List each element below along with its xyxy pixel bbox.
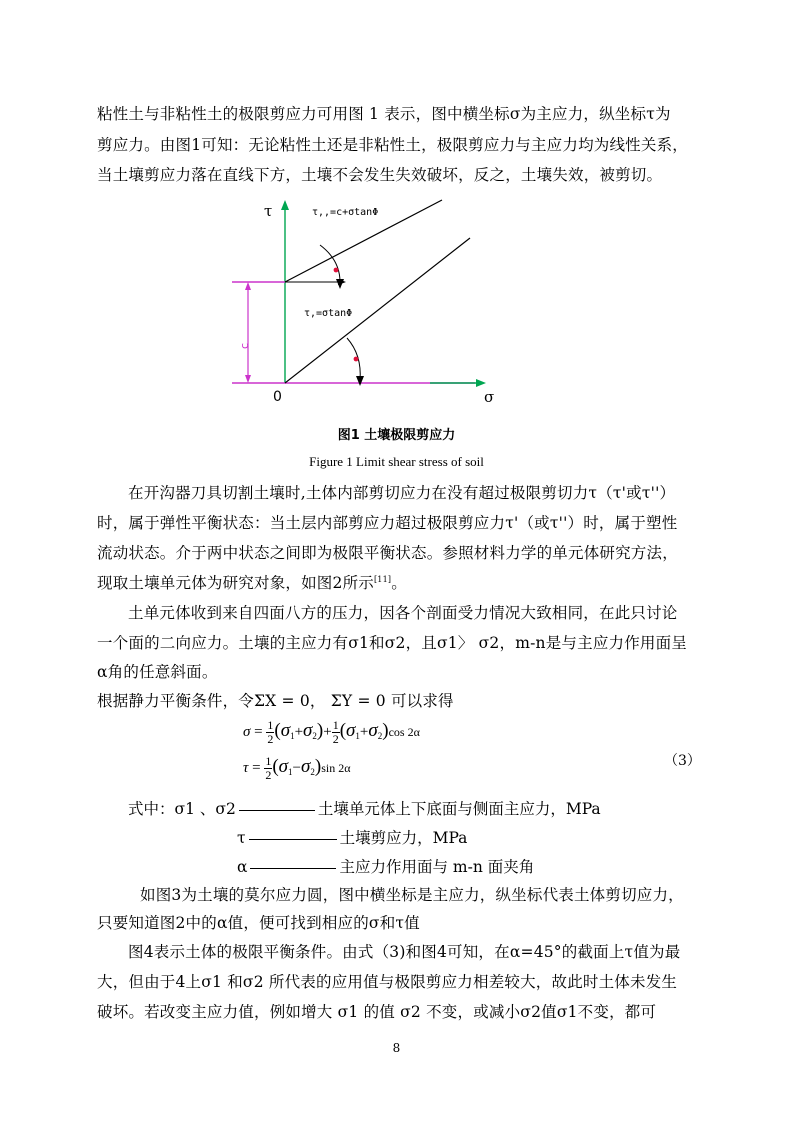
para3-line3: α角的任意斜面。 xyxy=(97,663,218,681)
tau-axis-label: τ xyxy=(264,202,273,220)
para4: 根据静力平衡条件，令ΣX = 0， ΣY = 0 可以求得 xyxy=(97,692,454,710)
citation: [11] xyxy=(373,574,392,584)
equation-number: （3） xyxy=(664,753,701,769)
para3-line2: 一个面的二向应力。土壤的主应力有σ1和σ2，且σ1〉 σ2，m-n是与主应力作用面呈 xyxy=(97,634,688,652)
para1-line2: 剪应力。由图1可知：无论粘性土还是非粘性土，极限剪应力与主应力均为线性关系， xyxy=(97,136,688,154)
line1-label: τ,,=c+σtanΦ xyxy=(312,207,379,218)
para5-line2: 只要知道图2中的α值，便可找到相应的σ和τ值 xyxy=(97,914,420,932)
angle-phi-dot-1 xyxy=(334,268,339,273)
angle-arc-2-arrow xyxy=(356,376,364,386)
formula-sigma-lhs: σ xyxy=(243,723,251,740)
formula-half-2: $\frac{1}{2}$ xyxy=(332,718,339,746)
c-dimension-arrow-bottom xyxy=(245,375,251,383)
angle-arc-1 xyxy=(320,245,340,282)
para6-line2: 大，但由于4上σ1 和σ2 所代表的应用值与极限剪应力相差较大，故此时土体未发生 xyxy=(97,973,678,991)
definition-2 xyxy=(237,826,467,848)
definition-1-symbol: σ1 、σ2 xyxy=(174,800,236,818)
para2-line2: 时，属于弹性平衡状态：当土层内部剪应力超过极限剪应力τ'（或τ''）时，属于塑性 xyxy=(97,514,678,532)
para1-line1: 粘性土与非粘性土的极限剪应力可用图 1 表示，图中横坐标σ为主应力，纵坐标τ为 xyxy=(97,105,671,123)
definition-1-text: 土壤单元体上下底面与侧面主应力，MPa xyxy=(317,800,601,818)
tau-axis-arrow xyxy=(281,200,289,210)
para2-end: 。 xyxy=(391,574,407,592)
formula-half-1: $\frac{1}{2}$ xyxy=(267,718,274,746)
definition-2-text: 土壤剪应力，MPa xyxy=(339,829,468,847)
sigma-axis-label: σ xyxy=(484,388,495,406)
figure-1-diagram xyxy=(220,190,510,410)
figure-caption-en: Figure 1 Limit shear stress of soil xyxy=(309,454,484,469)
para2-line1: 在开沟器刀具切割土壤时,土体内部剪切应力在没有超过极限剪切力τ（τ'或τ''） xyxy=(128,484,676,502)
definition-3-text: 主应力作用面与 m-n 面夹角 xyxy=(339,858,535,876)
para2-line3: 流动状态。介于两中状态之间即为极限平衡状态。参照材料力学的单元体研究方法， xyxy=(97,544,678,562)
formula-cos: cos 2α xyxy=(388,724,420,739)
para2-line4 xyxy=(97,571,407,593)
c-label: c xyxy=(238,342,251,349)
origin-label: 0 xyxy=(273,389,282,405)
para5-line1: 如图3为土壤的莫尔应力圆，图中横坐标是主应力，纵坐标代表土体剪切应力， xyxy=(140,886,684,904)
para2-line4-text: 现取土壤单元体为研究对象，如图2所示 xyxy=(97,574,374,592)
formula-tau-lhs: τ xyxy=(243,759,249,776)
angle-arc-1-arrow xyxy=(336,279,344,289)
definition-1 xyxy=(128,797,601,819)
formula-sigma: σ = $\frac{1}{2}$ $(\sigma_1+\sigma_2)+$ $\frac{1}{2}$ $(\sigma_1+\sigma_2)\cos$ 2α xyxy=(243,718,420,746)
c-dimension-arrow-top xyxy=(245,282,251,290)
definitions-lead: 式中： xyxy=(128,800,175,818)
definition-3 xyxy=(237,855,534,877)
para6-line1: 图4表示土体的极限平衡条件。由式（3)和图4可知，在α=45°的截面上τ值为最 xyxy=(128,943,681,961)
para1-line3: 当土壤剪应力落在直线下方，土壤不会发生失效破坏，反之，土壤失效，被剪切。 xyxy=(97,166,663,184)
definition-3-symbol: α xyxy=(237,858,248,876)
formula-eq-2: = xyxy=(252,759,261,776)
formula-sin: sin 2α xyxy=(321,760,351,775)
line2-label: τ,=σtanΦ xyxy=(304,308,353,319)
formula-eq-1: = xyxy=(254,723,263,740)
angle-phi-dot-2 xyxy=(354,357,359,362)
figure-caption-cn: 图1 土壤极限剪应力 xyxy=(337,428,456,443)
formula-tau: τ = $\frac{1}{2}$ $(\sigma_1-\sigma_2)\sin$ 2α xyxy=(243,754,351,782)
para3-line1: 土单元体收到来自四面八方的压力，因各个剖面受力情况大致相同，在此只讨论 xyxy=(128,604,678,622)
formula-half-3: $\frac{1}{2}$ xyxy=(265,754,272,782)
para6-line3: 破坏。若改变主应力值，例如增大 σ1 的值 σ2 不变，或减小σ2值σ1不变，都可 xyxy=(97,1003,657,1021)
definition-2-symbol: τ xyxy=(237,829,246,847)
sigma-axis-arrow xyxy=(476,379,486,387)
page-number: 8 xyxy=(392,1041,401,1055)
